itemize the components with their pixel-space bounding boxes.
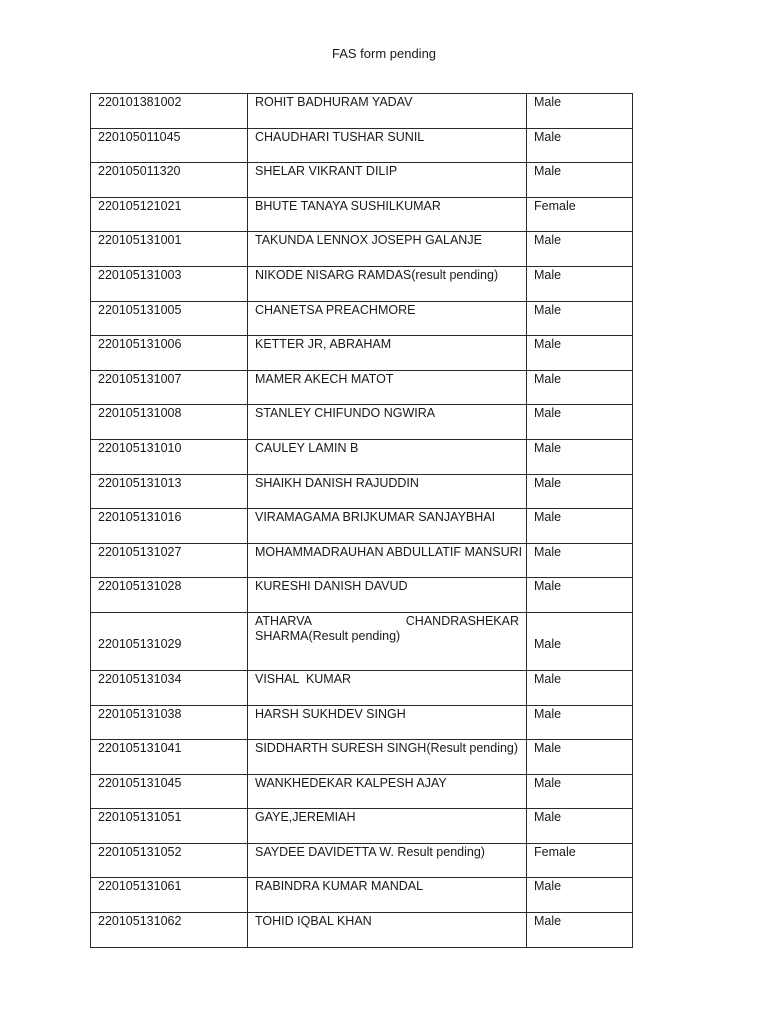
student-name-cell: STANLEY CHIFUNDO NGWIRA: [248, 405, 527, 440]
student-gender-cell: Male: [527, 266, 633, 301]
student-id-cell: 220105131016: [91, 509, 248, 544]
student-name-cell: CHANETSA PREACHMORE: [248, 301, 527, 336]
student-name-cell: SIDDHARTH SURESH SINGH(Result pending): [248, 740, 527, 775]
student-gender-cell: Male: [527, 913, 633, 948]
student-gender-cell: Male: [527, 370, 633, 405]
table-row: [91, 913, 633, 948]
pending-students-table-body: [91, 94, 633, 948]
student-gender-cell: Male: [527, 774, 633, 809]
student-gender-cell: Male: [527, 232, 633, 267]
student-name-cell: BHUTE TANAYA SUSHILKUMAR: [248, 197, 527, 232]
student-id-cell: 220105131029: [91, 612, 248, 670]
student-gender-cell: Female: [527, 197, 633, 232]
table-row: [91, 809, 633, 844]
pending-students-table: [90, 93, 633, 948]
student-gender-cell: Male: [527, 578, 633, 613]
student-name-cell: NIKODE NISARG RAMDAS(result pending): [248, 266, 527, 301]
student-gender-cell: Male: [527, 878, 633, 913]
student-gender-cell: Male: [527, 439, 633, 474]
table-row: [91, 439, 633, 474]
student-gender-cell: Female: [527, 843, 633, 878]
student-gender-cell: Male: [527, 94, 633, 129]
student-gender-cell: Male: [527, 301, 633, 336]
table-row: [91, 405, 633, 440]
student-name-cell: VISHAL KUMAR: [248, 670, 527, 705]
student-id-cell: 220105131051: [91, 809, 248, 844]
student-id-cell: 220105131041: [91, 740, 248, 775]
student-name-cell: SHAIKH DANISH RAJUDDIN: [248, 474, 527, 509]
table-row: [91, 543, 633, 578]
table-row: [91, 705, 633, 740]
student-name-cell: CAULEY LAMIN B: [248, 439, 527, 474]
student-id-cell: 220105131038: [91, 705, 248, 740]
table-row: [91, 266, 633, 301]
student-id-cell: 220105131008: [91, 405, 248, 440]
table-row: [91, 878, 633, 913]
student-id-cell: 220105131034: [91, 670, 248, 705]
student-name-cell: TAKUNDA LENNOX JOSEPH GALANJE: [248, 232, 527, 267]
table-row: [91, 197, 633, 232]
student-name-cell: MOHAMMADRAUHAN ABDULLATIF MANSURI: [248, 543, 527, 578]
student-name-cell: GAYE,JEREMIAH: [248, 809, 527, 844]
student-gender-cell: Male: [527, 740, 633, 775]
student-gender-cell: Male: [527, 612, 633, 670]
student-name-cell: KURESHI DANISH DAVUD: [248, 578, 527, 613]
student-id-cell: 220101381002: [91, 94, 248, 129]
student-name-cell: WANKHEDEKAR KALPESH AJAY: [248, 774, 527, 809]
student-id-cell: 220105131005: [91, 301, 248, 336]
student-name-cell: CHAUDHARI TUSHAR SUNIL: [248, 128, 527, 163]
table-row: [91, 474, 633, 509]
student-name-cell: ROHIT BADHURAM YADAV: [248, 94, 527, 129]
table-row: [91, 774, 633, 809]
page-title: FAS form pending: [331, 46, 437, 61]
student-id-cell: 220105131006: [91, 336, 248, 371]
table-row: [91, 578, 633, 613]
student-gender-cell: Male: [527, 670, 633, 705]
table-row: [91, 612, 633, 670]
table-row: [91, 670, 633, 705]
student-id-cell: 220105121021: [91, 197, 248, 232]
student-name-cell: VIRAMAGAMA BRIJKUMAR SANJAYBHAI: [248, 509, 527, 544]
table-row: [91, 843, 633, 878]
student-name-cell: RABINDRA KUMAR MANDAL: [248, 878, 527, 913]
student-id-cell: 220105131062: [91, 913, 248, 948]
student-gender-cell: Male: [527, 474, 633, 509]
student-gender-cell: Male: [527, 543, 633, 578]
student-name-cell: MAMER AKECH MATOT: [248, 370, 527, 405]
student-id-cell: 220105131027: [91, 543, 248, 578]
student-gender-cell: Male: [527, 809, 633, 844]
table-row: [91, 370, 633, 405]
table-row: [91, 128, 633, 163]
student-id-cell: 220105011320: [91, 163, 248, 198]
student-id-cell: 220105131003: [91, 266, 248, 301]
student-gender-cell: Male: [527, 128, 633, 163]
student-name-cell: SAYDEE DAVIDETTA W. Result pending): [248, 843, 527, 878]
table-row: [91, 301, 633, 336]
student-gender-cell: Male: [527, 405, 633, 440]
table-row: [91, 336, 633, 371]
student-id-cell: 220105131001: [91, 232, 248, 267]
student-id-cell: 220105131045: [91, 774, 248, 809]
student-id-cell: 220105131010: [91, 439, 248, 474]
student-gender-cell: Male: [527, 509, 633, 544]
student-name-cell: KETTER JR, ABRAHAM: [248, 336, 527, 371]
student-name-cell: HARSH SUKHDEV SINGH: [248, 705, 527, 740]
student-id-cell: 220105131061: [91, 878, 248, 913]
table-row: [91, 232, 633, 267]
table-row: [91, 740, 633, 775]
student-name-cell: TOHID IQBAL KHAN: [248, 913, 527, 948]
student-name-cell: ATHARVA CHANDRASHEKAR SHARMA(Result pending): [248, 612, 527, 670]
table-row: [91, 509, 633, 544]
student-gender-cell: Male: [527, 163, 633, 198]
student-id-cell: 220105131028: [91, 578, 248, 613]
table-row: [91, 163, 633, 198]
student-name-cell: SHELAR VIKRANT DILIP: [248, 163, 527, 198]
student-gender-cell: Male: [527, 705, 633, 740]
student-id-cell: 220105011045: [91, 128, 248, 163]
student-id-cell: 220105131013: [91, 474, 248, 509]
student-id-cell: 220105131007: [91, 370, 248, 405]
student-id-cell: 220105131052: [91, 843, 248, 878]
table-row: [91, 94, 633, 129]
student-gender-cell: Male: [527, 336, 633, 371]
